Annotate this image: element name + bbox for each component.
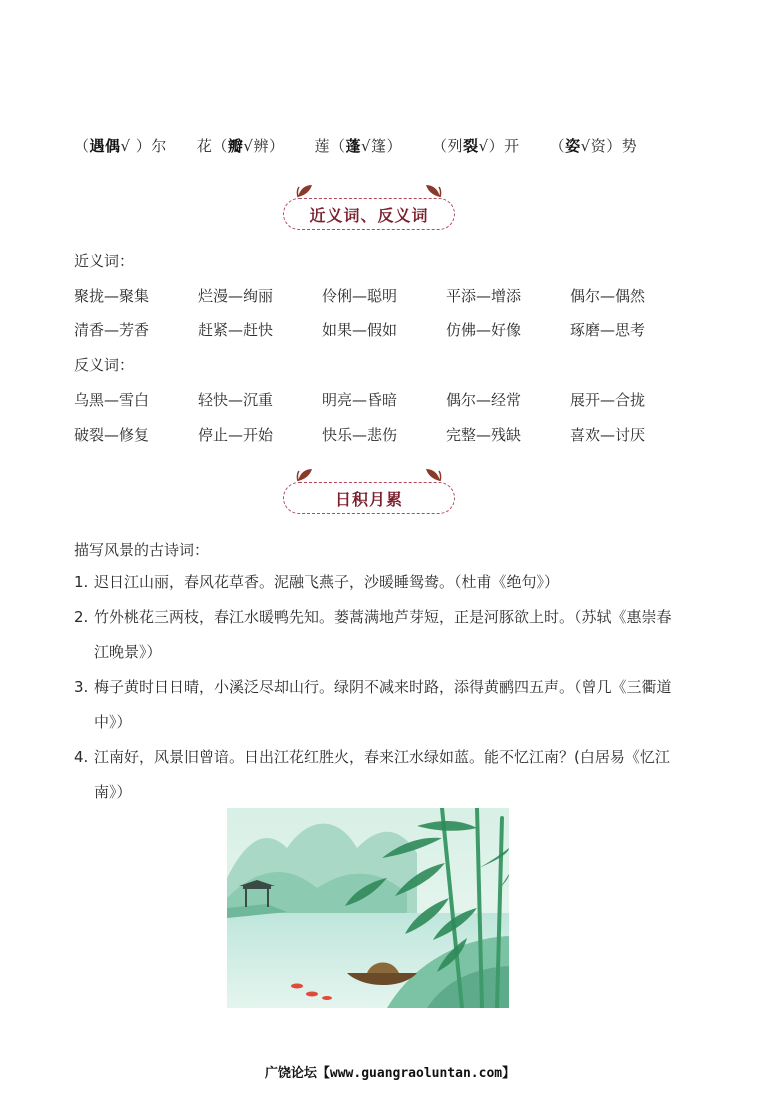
word-pair: 完整—残缺 (446, 426, 522, 444)
choice-item: （遇偶√ ）尔 (74, 137, 167, 155)
word-pair: 乌黑—雪白 (74, 391, 150, 409)
word-pair: 轻快—沉重 (198, 391, 274, 409)
leaf-ornament-icon (296, 467, 314, 483)
poem-item (74, 565, 674, 600)
word-pair: 展开—合拢 (570, 391, 646, 409)
word-pair: 喜欢—讨厌 (570, 426, 646, 444)
choice-item: （姿√资）势 (549, 137, 638, 155)
leaf-ornament-icon (296, 183, 314, 199)
poem-item (74, 670, 674, 740)
word-pair: 伶俐—聪明 (322, 287, 398, 305)
page-footer (0, 1062, 780, 1081)
word-pair: 清香—芳香 (74, 321, 150, 339)
choice-item: 花（瓣√辨） (196, 137, 285, 155)
poem-number: 2. (74, 608, 89, 626)
word-pair: 停止—开始 (198, 426, 274, 444)
poem-text: 竹外桃花三两枝，春江水暖鸭先知。蒌蒿满地芦芽短，正是河豚欲上时。（苏轼《惠崇春江晚景》） (94, 608, 672, 661)
section-banner-synonyms (283, 198, 455, 230)
section-title: 近义词、反义词 (309, 205, 429, 225)
char-choice-row (74, 135, 667, 156)
choice-item: （列裂√）开 (432, 137, 520, 155)
site-url: 【www.guangraoluntan.com】 (316, 1066, 516, 1081)
synonyms-label: 近义词： (74, 252, 135, 270)
word-pair: 破裂—修复 (74, 426, 150, 444)
poems-label: 描写风景的古诗词： (74, 541, 210, 559)
word-pair: 仿佛—好像 (446, 321, 522, 339)
word-pair: 偶尔—偶然 (570, 287, 646, 305)
poem-list (74, 565, 674, 810)
word-pair: 明亮—昏暗 (322, 391, 398, 409)
leaf-ornament-icon (424, 183, 442, 199)
word-pair: 琢磨—思考 (570, 321, 646, 339)
poem-text: 梅子黄时日日晴，小溪泛尽却山行。绿阴不减来时路，添得黄鹂四五声。（曾几《三衢道中》） (94, 678, 672, 731)
choice-item: 莲（蓬√篷） (314, 137, 403, 155)
word-pair: 如果—假如 (322, 321, 398, 339)
landscape-illustration (227, 808, 509, 1008)
word-pair: 赶紧—赶快 (198, 321, 274, 339)
poem-number: 4. (74, 748, 89, 766)
antonym-row (74, 424, 694, 445)
word-pair: 平添—增添 (446, 287, 522, 305)
word-pair: 快乐—悲伤 (322, 426, 398, 444)
poem-number: 3. (74, 678, 89, 696)
poem-item (74, 740, 674, 810)
word-pair: 聚拢—聚集 (74, 287, 150, 305)
poem-text: 江南好，风景旧曾谙。日出江花红胜火，春来江水绿如蓝。能不忆江南？(白居易《忆江南》） (94, 748, 670, 801)
synonym-row (74, 285, 694, 306)
section-banner-accumulation (283, 482, 455, 514)
poem-text: 迟日江山丽，春风花草香。泥融飞燕子，沙暖睡鸳鸯。（杜甫《绝句》） (94, 573, 560, 591)
antonym-row (74, 389, 694, 410)
section-title: 日积月累 (334, 489, 403, 509)
word-pair: 烂漫—绚丽 (198, 287, 274, 305)
poem-number: 1. (74, 573, 89, 591)
synonym-row (74, 319, 694, 340)
leaf-ornament-icon (424, 467, 442, 483)
site-name: 广饶论坛 (264, 1066, 317, 1081)
word-pair: 偶尔—经常 (446, 391, 522, 409)
poem-item (74, 600, 674, 670)
antonyms-label: 反义词： (74, 356, 135, 374)
